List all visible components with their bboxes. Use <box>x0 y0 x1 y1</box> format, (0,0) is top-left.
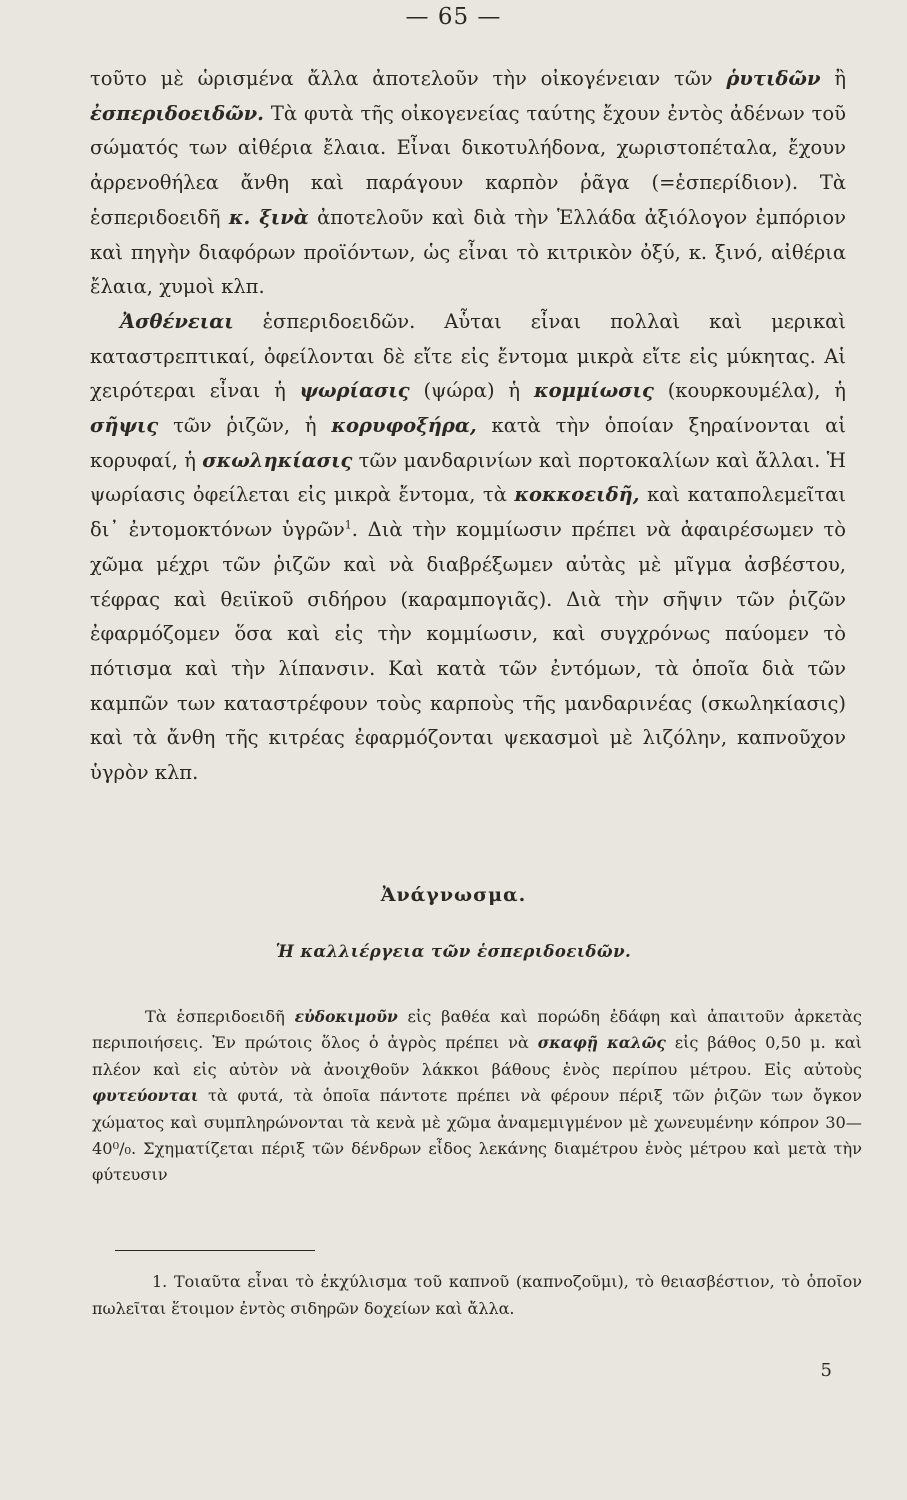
footnote: 1. Τοιαῦτα εἶναι τὸ ἐκχύλισμα τοῦ καπνοῦ (καπνοζοῦμι), τὸ θειασβέστιον, τὸ ὁποῖον πωλεῖται ἕτοιμον ἐντὸς σιδηρῶν δοχείων καὶ ἄλλα. <box>92 1272 862 1318</box>
emphasis-term: σῆψις <box>90 414 159 438</box>
footnote-marker: 1 <box>344 518 352 532</box>
section-heading-diseases: Ἀσθένειαι <box>120 309 234 333</box>
reading-title: Ἀνάγνωσμα. <box>380 884 527 906</box>
emphasis-term: ψωρίασις <box>299 379 410 403</box>
emphasis-term: κορυφοξήρα, <box>331 414 477 438</box>
footnote-divider <box>115 1250 315 1251</box>
emphasis-term: εὐδοκιμοῦν <box>294 1007 398 1026</box>
emphasis-term: ῥυτιδῶν <box>726 67 821 90</box>
page-number: — 65 — <box>405 4 502 30</box>
reading-paragraph: Τὰ ἑσπεριδοειδῆ εὐδοκιμοῦν εἰς βαθέα καὶ πορώδη ἐδάφη καὶ ἀπαιτοῦν ἀρκετὰς περιποιήσεις. Ἐν πρώτοις ὅλος ὁ ἀγρὸς πρέπει νὰ σκαφῇ καλῶς εἰς βάθος 0,50 μ. καὶ πλέον καὶ εἰς αὐτὸν νὰ ἀνοιχθοῦν λάκκοι βάθους ἑνὸς περίπου μέτρου. Εἰς αὐτοὺς φυτεύονται τὰ φυτά, τὰ ὁποῖα πάντοτε πρέπει νὰ φέρουν πέριξ τῶν ῥιζῶν των ὄγκον χώματος καὶ συμπληρώνονται τὰ κενὰ μὲ χῶμα ἀναμεμιγμένον μὲ χωνευμένην κόπρον 30—40⁰/₀. Σχηματίζεται πέριξ τῶν δένδρων εἶδος λεκάνης διαμέτρου ἑνὸς μέτρου καὶ μετὰ τὴν φύτευσιν <box>92 1007 863 1185</box>
main-text <box>90 62 846 791</box>
emphasis-term: ἐσπεριδοειδῶν. <box>90 101 264 125</box>
printer-signature-mark: 5 <box>820 1360 832 1381</box>
emphasis-term: κομμίωσις <box>533 379 654 403</box>
emphasis-term: σκαφῇ καλῶς <box>537 1033 666 1053</box>
emphasis-term: κ. ξινὰ <box>228 205 309 229</box>
emphasis-term: φυτεύονται <box>92 1086 199 1106</box>
emphasis-term: σκωληκίασις <box>202 448 353 472</box>
reading-subtitle: Ἡ καλλιέργεια τῶν ἑσπεριδοειδῶν. <box>275 942 632 961</box>
paragraph-diseases: Ἀσθένειαι ἑσπεριδοειδῶν. Αὗται εἶναι πολλαὶ καὶ μερικαὶ καταστρεπτικαί, ὀφείλονται δὲ εἴτε εἰς ἔντομα μικρὰ εἴτε εἰς μύκητας. Αἱ χειρότεραι εἶναι ἡ ψωρίασις (ψώρα) ἡ κομμίωσις (κουρκουμέλα), ἡ σῆψις τῶν ῥιζῶν, ἡ κορυφοξήρα, κατὰ τὴν ὁποίαν ξηραίνονται αἱ κορυφαί, ἡ σκωληκίασις τῶν μανδαρινίων καὶ πορτοκαλίων καὶ ἄλλαι. Ἡ ψωρίασις ὀφείλεται εἰς μικρὰ ἔντομα, τὰ κοκκοειδῆ, καὶ καταπολεμεῖται δι᾿ ἐντομοκτόνων ὑγρῶν$^1$. Διὰ τὴν κομμίωσιν πρέπει νὰ ἀφαιρέσωμεν τὸ χῶμα μέχρι τῶν ῥιζῶν καὶ νὰ διαβρέξωμεν αὐτὰς μὲ μῖγμα ἀσβέστου, τέφρας καὶ θειϊκοῦ σιδήρου (καραμπογιᾶς). Διὰ τὴν σῆψιν τῶν ῥιζῶν ἐφαρμόζομεν ὅσα καὶ εἰς τὴν κομμίωσιν, καὶ συγχρόνως παύομεν τὸ πότισμα καὶ τὴν λίπανσιν. Καὶ κατὰ τῶν ἐντόμων, τὰ ὁποῖα διὰ τῶν καμπῶν των καταστρέφουν τοὺς καρποὺς τῆς μανδαρινέας (σκωληκίασις) καὶ τὰ ἄνθη τῆς κιτρέας ἐφαρμόζονται ψεκασμοὶ μὲ λιζόλην, καπνοῦχον ὑγρὸν κλπ. <box>90 309 846 785</box>
emphasis-term: κοκκοειδῆ, <box>514 483 640 507</box>
paragraph-citrus-family: τοῦτο μὲ ὡρισμένα ἄλλα ἀποτελοῦν τὴν οἰκογένειαν τῶν ῥυτιδῶν ἢ ἐσπεριδοειδῶν. Τὰ φυτὰ τῆς οἰκογενείας ταύτης ἔχουν ἐντὸς ἀδένων τοῦ σώματός των αἰθέρια ἔλαια. Εἶναι δικοτυλήδονα, χωριστοπέταλα, ἔχουν ἀρρενοθήλεα ἄνθη καὶ παράγουν καρπὸν ῥᾶγα (=ἑσπερίδιον). Τὰ ἑσπεριδοειδῆ κ. ξινὰ ἀποτελοῦν καὶ διὰ τὴν Ἑλλάδα ἀξιόλογον ἐμπόριον καὶ πηγὴν διαφόρων προϊόντων, ὡς εἶναι τὸ κιτρικὸν ὀξύ, κ. ξινό, αἰθέρια ἔλαια, χυμοὶ κλπ. <box>90 67 846 299</box>
